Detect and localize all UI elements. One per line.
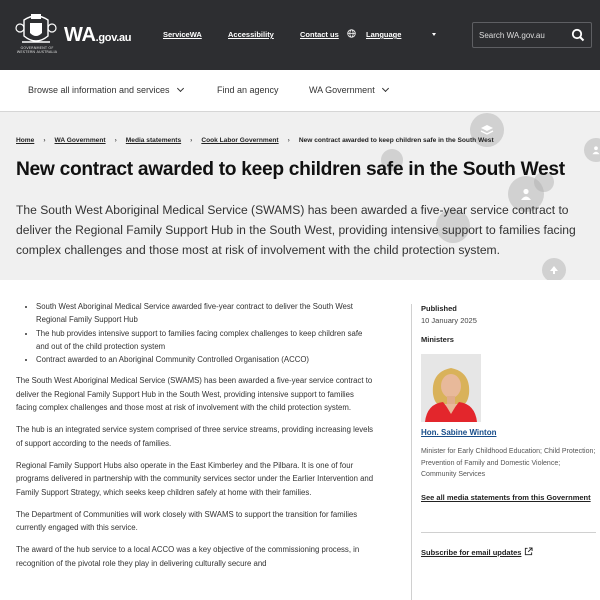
breadcrumb-cook-labor-government[interactable]: Cook Labor Government bbox=[201, 137, 279, 144]
breadcrumb-current: New contract awarded to keep children safe in the South West bbox=[298, 137, 494, 144]
search-input[interactable] bbox=[479, 29, 569, 42]
accessibility-link[interactable]: Accessibility bbox=[228, 30, 274, 39]
body-paragraph: Regional Family Support Hubs also operate in the East Kimberley and the Pilbara. It is one of four programs delivered in partnership with the community services sector under the Earlier Intervention and Family Support Strategy, which seeks keep children safely at home with their families. bbox=[16, 460, 374, 497]
contact-us-link[interactable]: Contact us bbox=[300, 30, 339, 39]
breadcrumb-media-statements[interactable]: Media statements bbox=[125, 137, 182, 144]
body-paragraph: The award of the hub service to a local ACCO was a key objective of the commissioning process, in recognition of the pivotal role they play in delivering culturally secure and bbox=[16, 545, 360, 568]
external-link-icon bbox=[524, 547, 533, 556]
body-paragraph: The hub is an integrated service system comprised of three service streams, providing increasing levels of support according to the needs of families. bbox=[16, 425, 374, 448]
breadcrumb-separator: › bbox=[287, 137, 290, 144]
lead-paragraph: The South West Aboriginal Medical Service (SWAMS) has been awarded a five-year service contract to deliver the Regional Family Support Hub in the South West, providing intensive support to families facing complex challenges and those most at risk of involvement with the child protection system. bbox=[16, 203, 576, 257]
servicewa-link[interactable]: ServiceWA bbox=[163, 30, 202, 39]
breadcrumb-separator: › bbox=[43, 137, 46, 144]
list-item: • Contract awarded to an Aboriginal Community Controlled Organisation (ACCO) bbox=[36, 353, 376, 366]
list-item: • The hub provides intensive support to families facing complex challenges to keep children safe and out of the child protection system bbox=[36, 327, 376, 354]
breadcrumb-separator: › bbox=[114, 137, 117, 144]
minister-photo[interactable] bbox=[421, 354, 481, 422]
search-box bbox=[472, 22, 592, 48]
main-nav bbox=[0, 70, 600, 112]
crest-text: GOVERNMENT OF WESTERN AUSTRALIA bbox=[16, 46, 58, 55]
ministers-label: Ministers bbox=[421, 335, 454, 344]
breadcrumb-separator: › bbox=[190, 137, 193, 144]
article-body bbox=[16, 300, 376, 579]
subscribe-link[interactable] bbox=[421, 547, 533, 557]
hero-section bbox=[0, 112, 600, 280]
published-label: Published bbox=[421, 304, 457, 313]
search-icon[interactable] bbox=[571, 28, 585, 42]
language-link[interactable]: Language bbox=[366, 30, 402, 39]
page-title: New contract awarded to keep children safe in the South West bbox=[16, 159, 565, 180]
chevron-down-icon[interactable] bbox=[432, 33, 436, 36]
nav-browse[interactable] bbox=[28, 85, 183, 95]
body-paragraph: The Department of Communities will work closely with SWAMS to support the transition for families currently engaged with this service. bbox=[16, 509, 358, 533]
site-header bbox=[0, 0, 600, 70]
article-sidebar bbox=[411, 304, 596, 600]
logo-main: WA bbox=[64, 24, 96, 46]
breadcrumb-home[interactable]: Home bbox=[16, 137, 35, 144]
minister-role: Minister for Early Childhood Education; Child Protection; Prevention of Family and Domestic Violence; Community Services bbox=[421, 448, 596, 478]
body-paragraph: The South West Aboriginal Medical Service (SWAMS) has been awarded a five-year service contract to deliver the Regional Family Support Hub in the South West, providing intensive support to families facing complex challenges and those most at risk of involvement with the child protection system. bbox=[16, 376, 373, 413]
subscribe-label: Subscribe for email updates bbox=[421, 548, 522, 557]
published-date: 10 January 2025 bbox=[421, 316, 477, 325]
site-logo[interactable] bbox=[64, 24, 131, 47]
logo-suffix: .gov.au bbox=[95, 32, 132, 44]
globe-icon bbox=[347, 29, 356, 38]
minister-name-link[interactable]: Hon. Sabine Winton bbox=[421, 428, 497, 437]
summary-list bbox=[16, 300, 376, 366]
nav-find-agency[interactable] bbox=[217, 85, 279, 95]
user-icon[interactable] bbox=[584, 138, 600, 162]
chevron-down-icon bbox=[177, 85, 184, 92]
nav-wa-government-label: WA Government bbox=[309, 85, 375, 95]
breadcrumb bbox=[16, 137, 494, 144]
all-media-statements-link[interactable]: See all media statements from this Government bbox=[421, 492, 591, 502]
breadcrumb-wa-government[interactable]: WA Government bbox=[54, 137, 106, 144]
nav-find-agency-label: Find an agency bbox=[217, 85, 279, 95]
arrow-up-icon[interactable] bbox=[542, 258, 566, 280]
nav-wa-government[interactable] bbox=[309, 85, 388, 95]
chevron-down-icon bbox=[382, 85, 389, 92]
divider bbox=[421, 532, 596, 533]
list-item: • South West Aboriginal Medical Service awarded five-year contract to deliver the South West Regional Family Support Hub bbox=[36, 300, 376, 327]
nav-browse-label: Browse all information and services bbox=[28, 85, 170, 95]
